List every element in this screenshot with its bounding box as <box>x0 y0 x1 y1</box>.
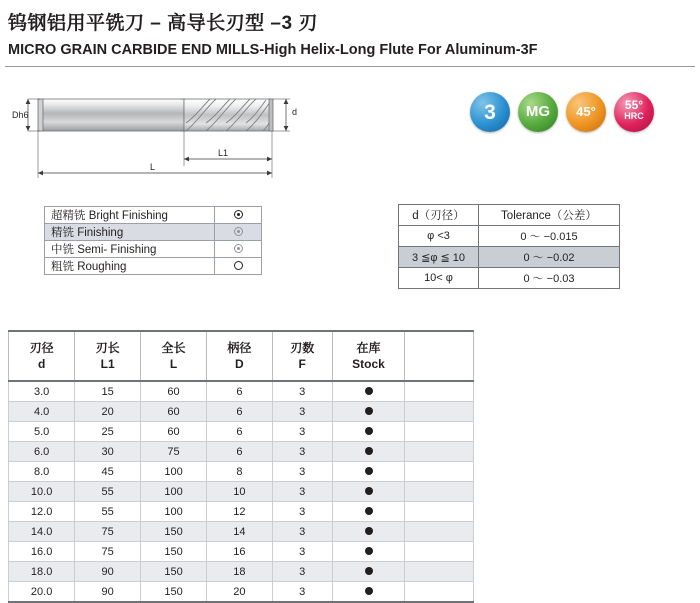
finishing-label-semi: 中铣 Semi- Finishing <box>45 241 215 258</box>
table-row <box>9 562 474 582</box>
table-row <box>9 381 474 402</box>
table-row <box>45 224 262 241</box>
cell-flute-count: 3 <box>272 462 332 482</box>
spec-header-overall-length <box>141 331 207 381</box>
table-row <box>9 542 474 562</box>
spec-header-flute-count-en: F <box>298 357 306 371</box>
cell-flute-length: 55 <box>75 482 141 502</box>
cell-shank-diameter: 10 <box>207 482 273 502</box>
table-row <box>9 582 474 603</box>
table-row <box>9 502 474 522</box>
cell-stock <box>332 502 405 522</box>
table-row <box>9 522 474 542</box>
svg-text:L1: L1 <box>218 148 229 158</box>
spec-header-flute-count <box>272 331 332 381</box>
cell-shank-diameter: 6 <box>207 442 273 462</box>
cell-diameter: 16.0 <box>9 542 75 562</box>
cell-stock <box>332 402 405 422</box>
cell-flute-count: 3 <box>272 542 332 562</box>
tolerance-range-3: 10< φ <box>399 268 479 289</box>
page-title-cn: 钨钢铝用平铣刀 – 高导长刃型 –3 刃 <box>8 13 318 34</box>
cell-stock <box>332 442 405 462</box>
cell-stock <box>332 582 405 603</box>
cell-flute-count: 3 <box>272 381 332 402</box>
hardness-badge-label: 55° <box>624 98 644 112</box>
table-row <box>399 247 620 268</box>
spec-header-stock-en: Stock <box>352 357 385 371</box>
micro-grain-badge <box>518 92 558 132</box>
cell-flute-length: 30 <box>75 442 141 462</box>
table-row <box>45 258 262 275</box>
page-title-en: MICRO GRAIN CARBIDE END MILLS-High Helix-Long Flute For Aluminum-3F <box>8 42 538 58</box>
cell-overall-length: 150 <box>141 562 207 582</box>
table-row <box>9 462 474 482</box>
stock-dot-icon <box>365 387 373 395</box>
cell-flute-count: 3 <box>272 562 332 582</box>
stock-dot-icon <box>365 487 373 495</box>
tolerance-range-2: 3 ≦φ ≦ 10 <box>399 247 479 268</box>
helix-angle-badge <box>566 92 606 132</box>
stock-dot-icon <box>365 547 373 555</box>
spec-header-stock-cn: 在库 <box>356 340 381 355</box>
stock-dot-icon <box>365 527 373 535</box>
cell-stock <box>332 462 405 482</box>
ring-dot-icon <box>234 210 243 219</box>
hardness-badge-unit: HRC <box>624 111 644 121</box>
table-header-row <box>9 331 474 381</box>
cell-shank-diameter: 8 <box>207 462 273 482</box>
cell-overall-length: 60 <box>141 381 207 402</box>
cell-flute-length: 90 <box>75 582 141 603</box>
cell-diameter: 12.0 <box>9 502 75 522</box>
finishing-table <box>44 206 262 275</box>
spec-header-overall-length-en: L <box>169 357 178 371</box>
cell-flute-count: 3 <box>272 482 332 502</box>
cell-overall-length: 150 <box>141 542 207 562</box>
finishing-mark-bright <box>215 207 262 224</box>
table-row <box>9 482 474 502</box>
cell-shank-diameter: 6 <box>207 402 273 422</box>
spec-header-shank-diameter <box>207 331 273 381</box>
stock-dot-icon <box>365 427 373 435</box>
cell-flute-length: 90 <box>75 562 141 582</box>
cell-stock <box>332 562 405 582</box>
spec-header-blank <box>405 331 474 381</box>
cell-blank <box>405 462 474 482</box>
tolerance-range-1: φ <3 <box>399 226 479 247</box>
cell-shank-diameter: 6 <box>207 381 273 402</box>
cell-shank-diameter: 12 <box>207 502 273 522</box>
spec-header-flute-count-cn: 刃数 <box>290 340 315 355</box>
finishing-mark-semi <box>215 241 262 258</box>
tolerance-table <box>398 204 620 289</box>
cell-flute-length: 45 <box>75 462 141 482</box>
cell-shank-diameter: 6 <box>207 422 273 442</box>
cell-blank <box>405 482 474 502</box>
stock-dot-icon <box>365 467 373 475</box>
cell-diameter: 20.0 <box>9 582 75 603</box>
cell-blank <box>405 402 474 422</box>
cell-overall-length: 150 <box>141 582 207 603</box>
cell-diameter: 4.0 <box>9 402 75 422</box>
cell-diameter: 3.0 <box>9 381 75 402</box>
cell-flute-length: 75 <box>75 522 141 542</box>
finishing-label-finishing: 精铣 Finishing <box>45 224 215 241</box>
stock-dot-icon <box>365 567 373 575</box>
tolerance-value-3: 0 ～ −0.03 <box>478 268 619 289</box>
table-row <box>45 207 262 224</box>
cell-diameter: 5.0 <box>9 422 75 442</box>
table-row <box>9 422 474 442</box>
cell-blank <box>405 502 474 522</box>
cell-shank-diameter: 14 <box>207 522 273 542</box>
flute-count-badge <box>470 92 510 132</box>
cell-stock <box>332 381 405 402</box>
stock-dot-icon <box>365 507 373 515</box>
cell-shank-diameter: 18 <box>207 562 273 582</box>
cell-overall-length: 75 <box>141 442 207 462</box>
spec-header-diameter-cn: 刃径 <box>29 340 54 355</box>
cell-flute-length: 15 <box>75 381 141 402</box>
cell-blank <box>405 542 474 562</box>
spec-header-flute-length-en: L1 <box>100 357 115 371</box>
spec-header-shank-diameter-cn: 柄径 <box>227 340 252 355</box>
cell-stock <box>332 522 405 542</box>
cell-flute-count: 3 <box>272 422 332 442</box>
svg-text:Dh6: Dh6 <box>12 110 29 120</box>
tolerance-value-1: 0 ～ −0.015 <box>478 226 619 247</box>
table-row <box>9 402 474 422</box>
cell-flute-count: 3 <box>272 582 332 603</box>
ring-icon <box>234 261 243 270</box>
finishing-mark-finishing <box>215 224 262 241</box>
table-header-row <box>399 205 620 226</box>
cell-stock <box>332 422 405 442</box>
helix-angle-badge-label: 45° <box>576 104 596 119</box>
cell-flute-count: 3 <box>272 502 332 522</box>
table-row <box>399 226 620 247</box>
cell-overall-length: 100 <box>141 462 207 482</box>
cell-flute-count: 3 <box>272 442 332 462</box>
finishing-mark-roughing <box>215 258 262 275</box>
svg-text:L: L <box>150 162 156 172</box>
cell-diameter: 6.0 <box>9 442 75 462</box>
spec-header-diameter-en: d <box>37 357 46 371</box>
table-row <box>45 241 262 258</box>
svg-text:d: d <box>292 107 298 117</box>
cell-blank <box>405 381 474 402</box>
spec-header-diameter <box>9 331 75 381</box>
cell-overall-length: 100 <box>141 482 207 502</box>
cell-diameter: 18.0 <box>9 562 75 582</box>
tolerance-header-tolerance: Tolerance（公差） <box>478 205 619 226</box>
ring-dot-gray-icon <box>234 244 243 253</box>
micro-grain-badge-label: MG <box>525 103 551 120</box>
spec-header-stock <box>332 331 405 381</box>
cell-flute-length: 20 <box>75 402 141 422</box>
tolerance-header-diameter: d（刃径） <box>399 205 479 226</box>
cell-flute-length: 25 <box>75 422 141 442</box>
cell-shank-diameter: 20 <box>207 582 273 603</box>
cell-flute-count: 3 <box>272 402 332 422</box>
hardness-badge <box>614 92 654 132</box>
flute-count-badge-label: 3 <box>484 101 496 124</box>
cell-blank <box>405 562 474 582</box>
cell-overall-length: 100 <box>141 502 207 522</box>
cell-blank <box>405 422 474 442</box>
cell-diameter: 8.0 <box>9 462 75 482</box>
feature-badges <box>470 92 670 138</box>
stock-dot-icon <box>365 447 373 455</box>
ring-dot-gray-icon <box>234 227 243 236</box>
cell-overall-length: 60 <box>141 422 207 442</box>
spec-header-shank-diameter-en: D <box>235 357 244 371</box>
stock-dot-icon <box>365 407 373 415</box>
cell-flute-count: 3 <box>272 522 332 542</box>
cell-diameter: 10.0 <box>9 482 75 502</box>
specification-table <box>8 330 474 603</box>
cell-overall-length: 150 <box>141 522 207 542</box>
cell-diameter: 14.0 <box>9 522 75 542</box>
cell-blank <box>405 582 474 603</box>
cell-blank <box>405 522 474 542</box>
spec-header-flute-length <box>75 331 141 381</box>
cell-flute-length: 55 <box>75 502 141 522</box>
spec-header-overall-length-cn: 全长 <box>161 340 186 355</box>
header-divider <box>5 66 695 67</box>
table-row <box>9 442 474 462</box>
cell-blank <box>405 442 474 462</box>
cell-overall-length: 60 <box>141 402 207 422</box>
finishing-label-bright: 超精铣 Bright Finishing <box>45 207 215 224</box>
cell-flute-length: 75 <box>75 542 141 562</box>
finishing-label-roughing: 粗铣 Roughing <box>45 258 215 275</box>
cell-stock <box>332 482 405 502</box>
stock-dot-icon <box>365 587 373 595</box>
cell-stock <box>332 542 405 562</box>
end-mill-drawing <box>10 74 320 184</box>
cell-shank-diameter: 16 <box>207 542 273 562</box>
tolerance-value-2: 0 ～ −0.02 <box>478 247 619 268</box>
spec-header-flute-length-cn: 刃长 <box>95 340 120 355</box>
table-row <box>399 268 620 289</box>
